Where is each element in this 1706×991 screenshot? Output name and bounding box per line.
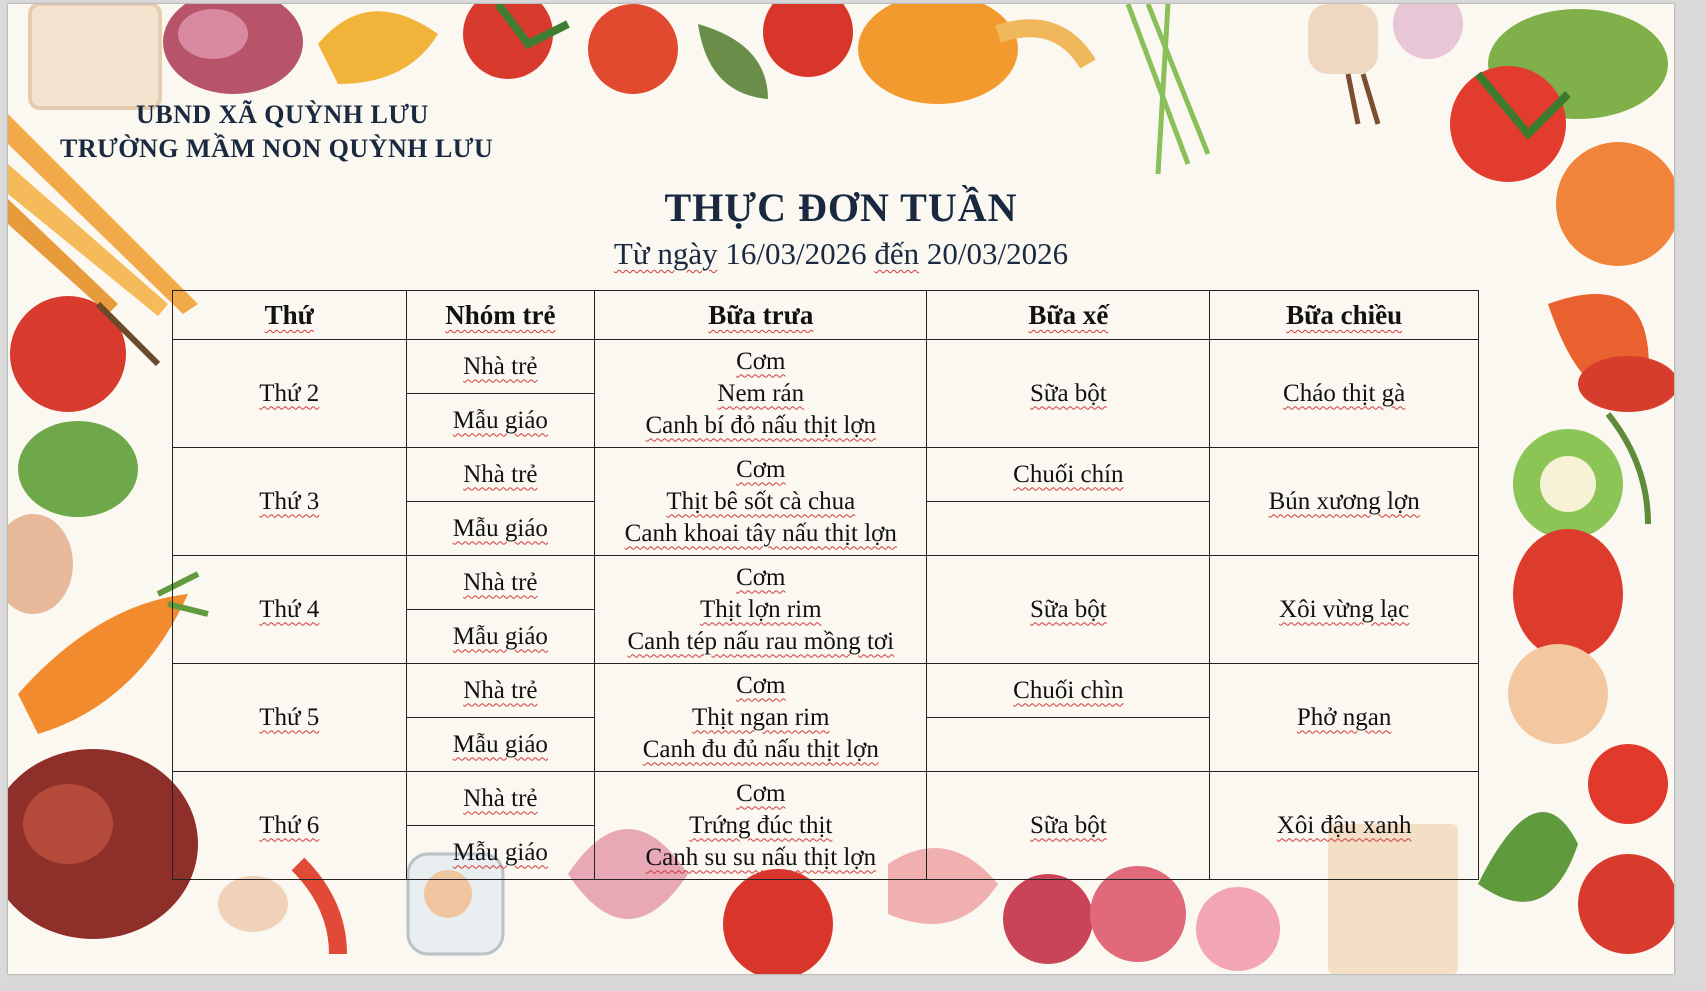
table-row [173, 556, 1479, 610]
snack-text: Sữa bột [1029, 811, 1107, 839]
dinner-cell [1210, 448, 1479, 556]
table-row [173, 340, 1479, 394]
dinner-cell [1210, 340, 1479, 448]
day-label: Thứ 4 [259, 595, 320, 623]
group-label: Mẫu giáo [452, 838, 548, 866]
lunch-item [595, 734, 926, 766]
lunch-item-text: Canh khoai tây nấu thịt lợn [624, 519, 897, 547]
group-cell [406, 610, 595, 664]
group-cell [406, 340, 595, 394]
lunch-item [595, 842, 926, 874]
lunch-cell [595, 772, 927, 880]
table-row [173, 448, 1479, 502]
column-header: Bữa chiều [1210, 291, 1479, 340]
lunch-item-text: Cơm [736, 779, 786, 807]
lunch-cell [595, 556, 927, 664]
day-label: Thứ 2 [259, 379, 320, 407]
lunch-item [595, 626, 926, 658]
day-cell [173, 340, 407, 448]
date-range-end: 20/03/2026 [926, 236, 1069, 271]
group-cell [406, 664, 595, 718]
table-header-row [173, 291, 1479, 340]
column-header: Thứ [173, 291, 407, 340]
group-cell [406, 826, 595, 880]
lunch-cell [595, 340, 927, 448]
lunch-item-text: Canh đu đủ nấu thịt lợn [642, 735, 879, 763]
lunch-item-text: Cơm [736, 563, 786, 591]
group-label: Nhà trẻ [463, 568, 538, 596]
group-cell [406, 772, 595, 826]
lunch-item [595, 670, 926, 702]
lunch-item [595, 562, 926, 594]
snack-text: Chuối chín [1013, 460, 1124, 488]
day-label: Thứ 6 [259, 811, 320, 839]
lunch-item [595, 594, 926, 626]
lunch-item [595, 518, 926, 550]
snack-text: Chuối chìn [1013, 676, 1124, 704]
snack-text: Sữa bột [1029, 379, 1107, 407]
lunch-item [595, 410, 926, 442]
group-cell [406, 718, 595, 772]
lunch-cell [595, 448, 927, 556]
slide [8, 4, 1674, 974]
group-label: Nhà trẻ [463, 352, 538, 380]
group-label: Mẫu giáo [452, 730, 548, 758]
column-header: Bữa xế [927, 291, 1210, 340]
day-label: Thứ 3 [259, 487, 320, 515]
lunch-item-text: Thịt lợn rim [700, 595, 822, 623]
dinner-text: Cháo thịt gà [1283, 379, 1406, 407]
dinner-text: Phở ngan [1296, 703, 1392, 731]
lunch-item [595, 486, 926, 518]
group-cell [406, 502, 595, 556]
day-cell [173, 664, 407, 772]
snack-text: Sữa bột [1029, 595, 1107, 623]
date-range-mid: đến [874, 236, 920, 271]
lunch-item-text: Cơm [736, 347, 786, 375]
snack-cell [927, 448, 1210, 502]
snack-cell [927, 772, 1210, 880]
table-body [173, 340, 1479, 880]
lunch-item-text: Trứng đúc thịt [689, 811, 833, 839]
lunch-item [595, 702, 926, 734]
lunch-item-text: Canh tép nấu rau mồng tơi [627, 627, 895, 655]
day-cell [173, 556, 407, 664]
lunch-cell [595, 664, 927, 772]
menu-table [172, 290, 1479, 880]
lunch-item [595, 810, 926, 842]
group-label: Nhà trẻ [463, 784, 538, 812]
group-cell [406, 394, 595, 448]
day-cell [173, 448, 407, 556]
snack-cell [927, 556, 1210, 664]
group-cell [406, 448, 595, 502]
group-label: Mẫu giáo [452, 622, 548, 650]
lunch-item-text: Cơm [736, 671, 786, 699]
group-label: Mẫu giáo [452, 514, 548, 542]
org-name-line2: TRƯỜNG MẦM NON QUỲNH LƯU [60, 134, 494, 163]
page-title: THỰC ĐƠN TUẦN [664, 185, 1018, 230]
date-range-start: 16/03/2026 [725, 236, 867, 271]
group-cell [406, 556, 595, 610]
dinner-cell [1210, 664, 1479, 772]
lunch-item-text: Thịt ngan rim [692, 703, 830, 731]
snack-cell [927, 340, 1210, 448]
snack-cell [927, 502, 1210, 556]
dinner-text: Bún xương lợn [1268, 487, 1420, 515]
group-label: Mẫu giáo [452, 406, 548, 434]
lunch-item-text: Canh bí đỏ nấu thịt lợn [645, 411, 877, 439]
lunch-item-text: Cơm [736, 455, 786, 483]
dinner-cell [1210, 556, 1479, 664]
group-label: Nhà trẻ [463, 460, 538, 488]
table-row [173, 664, 1479, 718]
dinner-text: Xôi đậu xanh [1276, 811, 1412, 839]
lunch-item-text: Thịt bê sốt cà chua [666, 487, 856, 515]
day-cell [173, 772, 407, 880]
lunch-item-text: Nem rán [717, 379, 805, 407]
group-label: Nhà trẻ [463, 676, 538, 704]
lunch-item [595, 454, 926, 486]
day-label: Thứ 5 [259, 703, 320, 731]
date-range-prefix: Từ ngày [613, 236, 718, 271]
lunch-item [595, 778, 926, 810]
dinner-text: Xôi vừng lạc [1279, 595, 1410, 623]
lunch-item [595, 346, 926, 378]
lunch-item [595, 378, 926, 410]
column-header: Nhóm trẻ [406, 291, 595, 340]
column-header: Bữa trưa [595, 291, 927, 340]
snack-cell [927, 718, 1210, 772]
snack-cell [927, 664, 1210, 718]
lunch-item-text: Canh su su nấu thịt lợn [645, 843, 877, 871]
table-row [173, 772, 1479, 826]
date-range [8, 236, 1674, 272]
org-name-line1: UBND XÃ QUỲNH LƯU [136, 100, 429, 129]
dinner-cell [1210, 772, 1479, 880]
